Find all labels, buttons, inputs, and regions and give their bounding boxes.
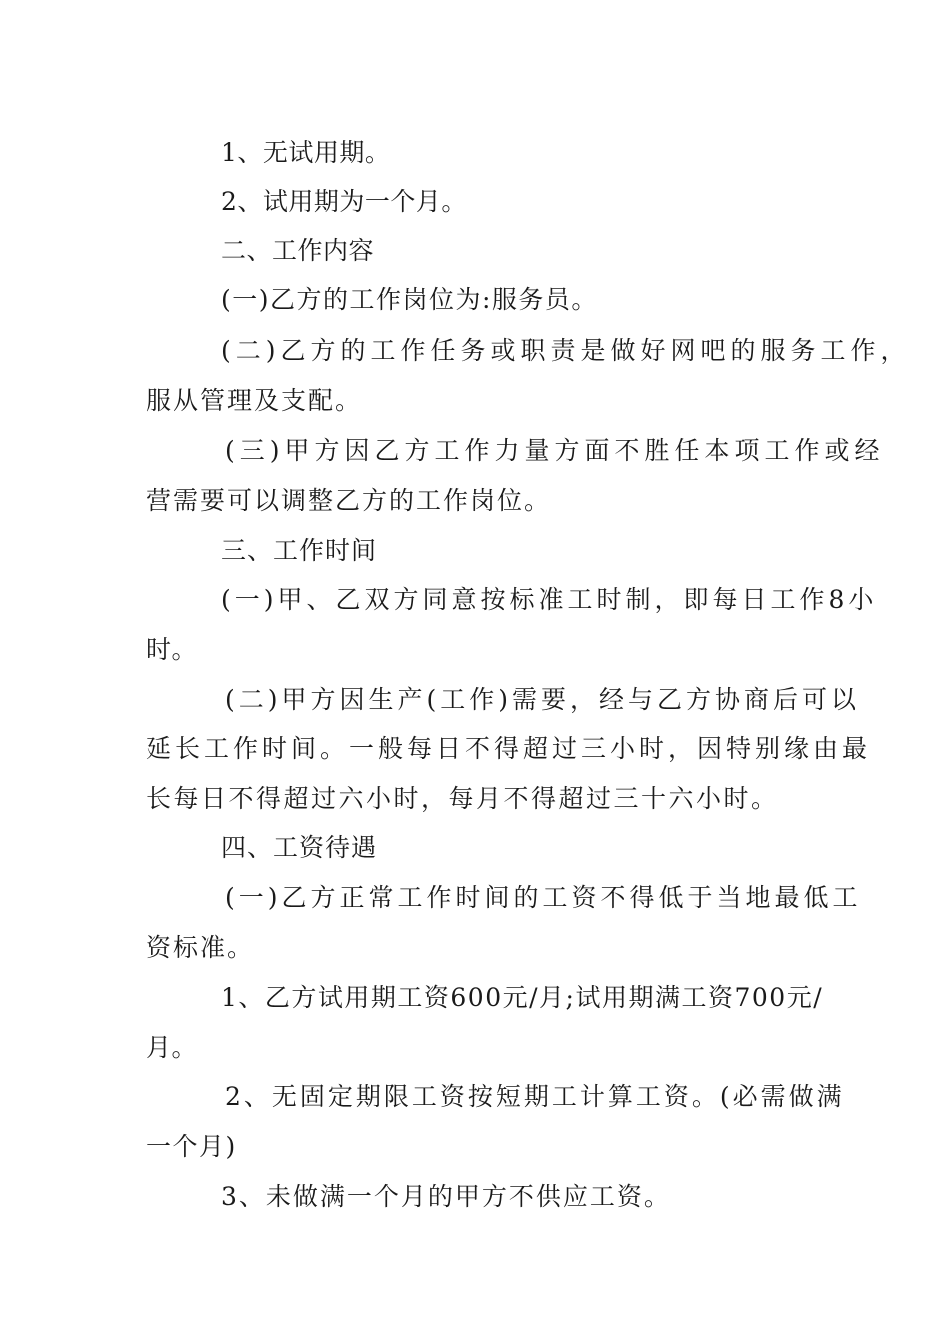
clause-no-probation: 1、无试用期。 — [221, 138, 391, 167]
paragraph-overtime-cont-2: 长每日不得超过六小时，每月不得超过三十六小时。 — [146, 784, 779, 813]
paragraph-job-duties-cont: 服从管理及支配。 — [146, 386, 363, 415]
paragraph-overtime-cont-1: 延长工作时间。一般每日不得超过三小时，因特别缘由最 — [146, 734, 872, 763]
clause-probation-wage: 1、乙方试用期工资600元/月;试用期满工资700元/ — [221, 983, 824, 1012]
section-heading-work-hours: 三、工作时间 — [221, 536, 378, 565]
clause-probation-one-month: 2、试用期为一个月。 — [221, 187, 467, 216]
paragraph-standard-hours: (一)甲、乙双方同意按标准工时制，即每日工作8小 — [221, 585, 878, 614]
section-heading-wages: 四、工资待遇 — [221, 833, 378, 862]
paragraph-job-position: (一)乙方的工作岗位为:服务员。 — [221, 285, 598, 314]
section-heading-work-content: 二、工作内容 — [221, 236, 375, 265]
clause-indefinite-term-wage-cont: 一个月) — [146, 1132, 237, 1161]
paragraph-overtime: (二)甲方因生产(工作)需要，经与乙方协商后可以 — [225, 685, 861, 714]
paragraph-position-adjustment-cont: 营需要可以调整乙方的工作岗位。 — [146, 486, 552, 515]
clause-indefinite-term-wage: 2、无固定期限工资按短期工计算工资。(必需做满 — [225, 1082, 845, 1111]
paragraph-minimum-wage: (一)乙方正常工作时间的工资不得低于当地最低工 — [225, 883, 862, 912]
paragraph-minimum-wage-cont: 资标准。 — [146, 933, 255, 962]
clause-no-wage-under-one-month: 3、未做满一个月的甲方不供应工资。 — [221, 1182, 671, 1211]
paragraph-position-adjustment: (三)甲方因乙方工作力量方面不胜任本项工作或经 — [225, 436, 885, 465]
paragraph-standard-hours-cont: 时。 — [146, 635, 198, 664]
clause-probation-wage-cont: 月。 — [146, 1033, 198, 1062]
paragraph-job-duties: (二)乙方的工作任务或职责是做好网吧的服务工作， — [221, 336, 911, 365]
